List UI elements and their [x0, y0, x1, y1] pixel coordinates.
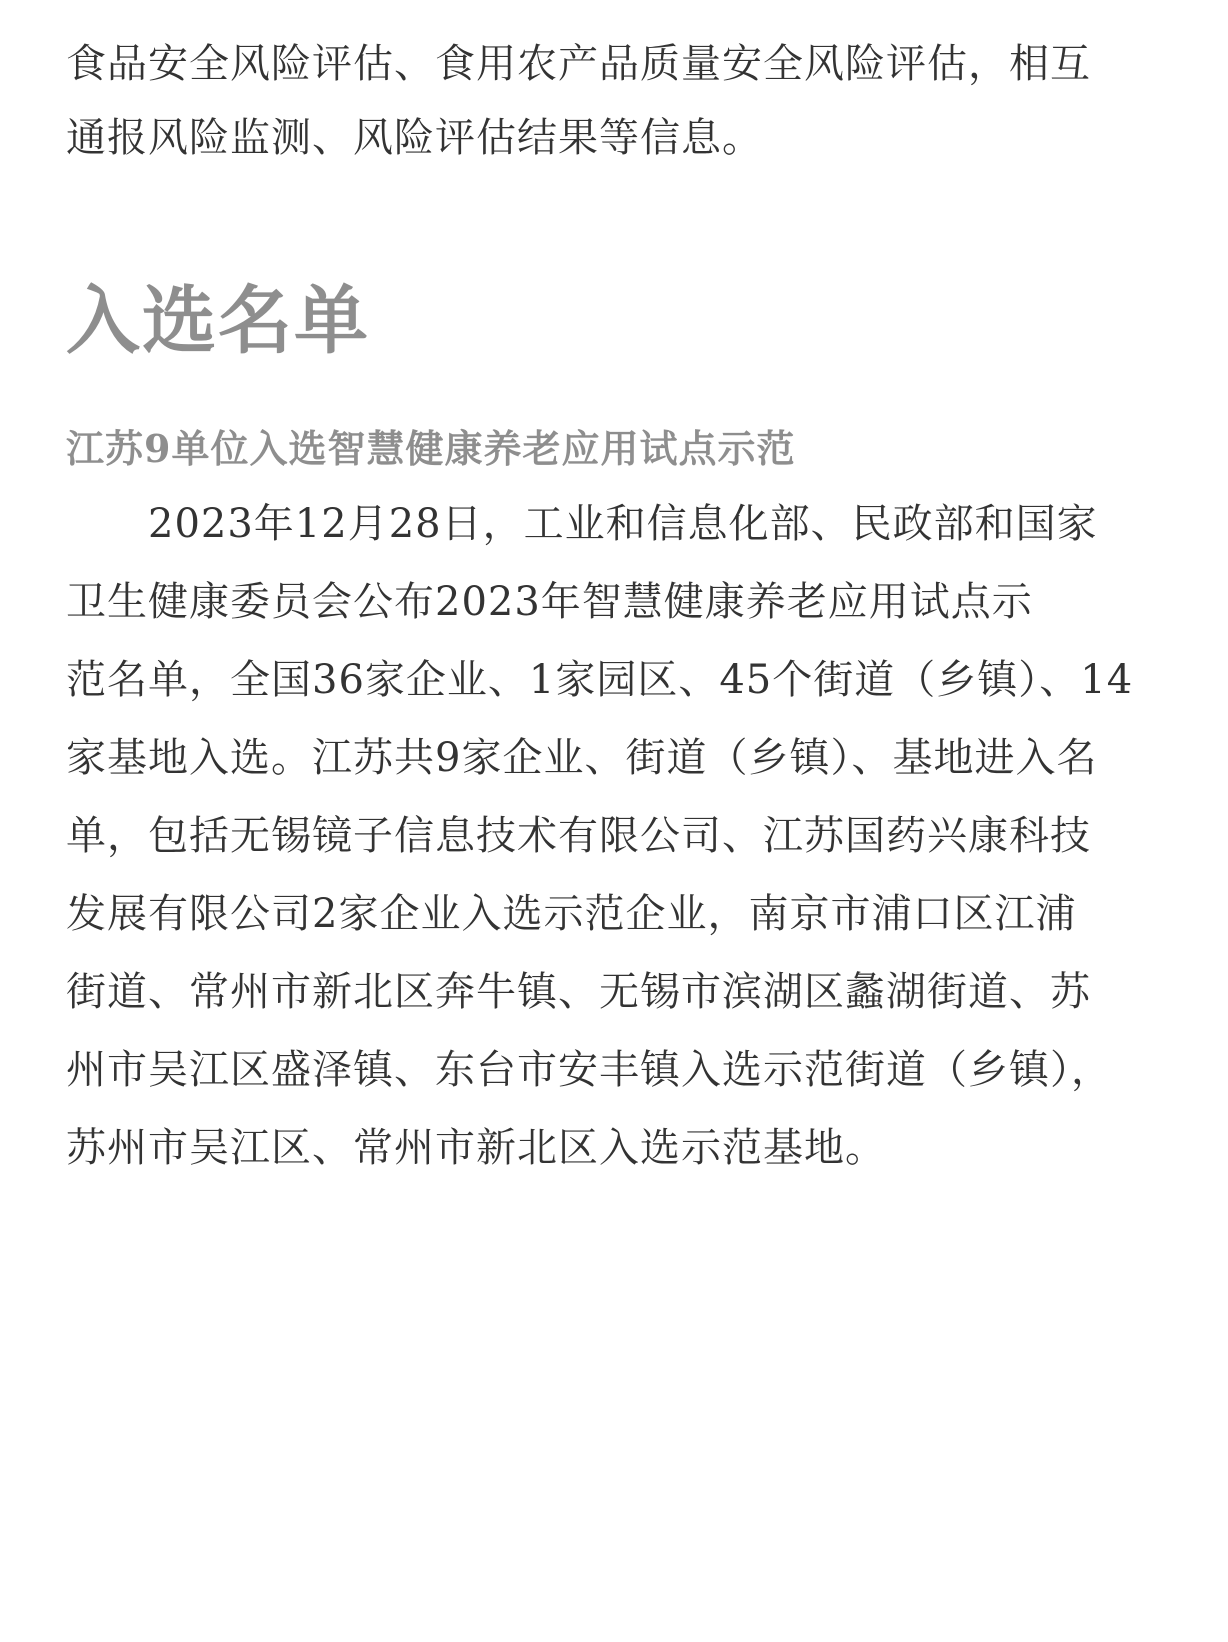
- article-line: 苏州市吴江区、常州市新北区入选示范基地。: [66, 1125, 886, 1171]
- article-line: 卫生健康委员会公布2023年智慧健康养老应用试点示: [66, 579, 1033, 625]
- intro-line: 食品安全风险评估、食用农产品质量安全风险评估，相互: [66, 41, 1091, 87]
- article-line: 家基地入选。江苏共9家企业、街道（乡镇）、基地进入名: [66, 735, 1098, 781]
- article-line: 发展有限公司2家企业入选示范企业，南京市浦口区江浦: [66, 891, 1077, 937]
- article-line: 单，包括无锡镜子信息技术有限公司、江苏国药兴康科技: [66, 813, 1091, 859]
- intro-line: 通报风险监测、风险评估结果等信息。: [66, 115, 763, 161]
- section-heading: 入选名单: [66, 278, 370, 364]
- article-line: 范名单，全国36家企业、1家园区、45个街道（乡镇）、14: [66, 657, 1134, 703]
- article-line: 2023年12月28日，工业和信息化部、民政部和国家: [148, 501, 1098, 547]
- article-title: 江苏9单位入选智慧健康养老应用试点示范: [66, 426, 796, 471]
- article-line: 街道、常州市新北区奔牛镇、无锡市滨湖区蠡湖街道、苏: [66, 969, 1091, 1015]
- article-line: 州市吴江区盛泽镇、东台市安丰镇入选示范街道（乡镇），: [66, 1047, 1112, 1093]
